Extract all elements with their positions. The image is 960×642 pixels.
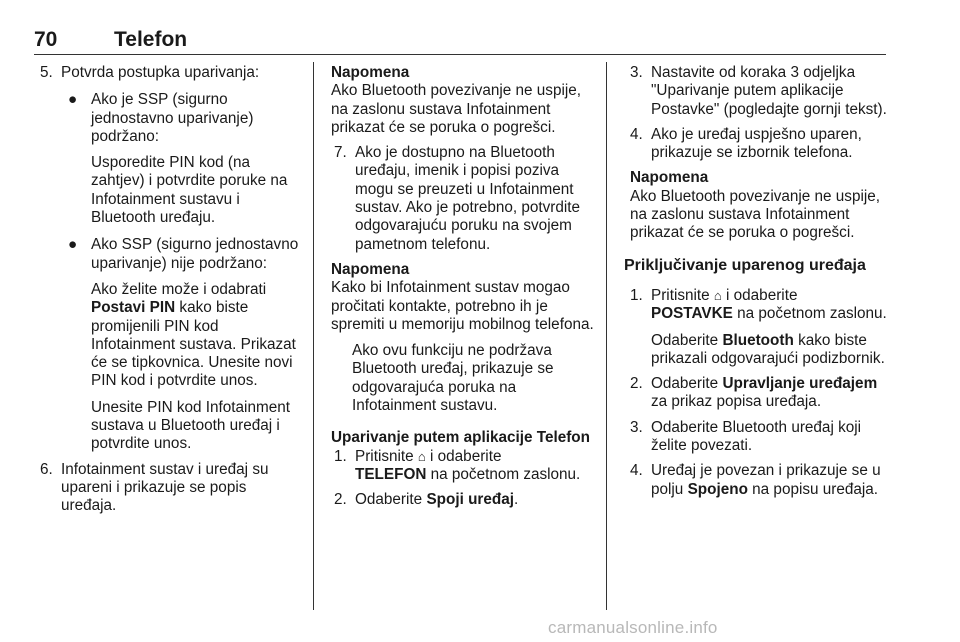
note-title: Napomena bbox=[331, 64, 410, 81]
home-icon: ⌂ bbox=[417, 448, 426, 464]
page-title: Telefon bbox=[114, 28, 188, 51]
home-icon: ⌂ bbox=[713, 287, 722, 303]
note-text: Ako Bluetooth povezivanje ne uspije, na zaslonu sustava Infotainment prikazat će se poruka o pogrešci. bbox=[630, 187, 881, 242]
note-text: Ako Bluetooth povezivanje ne uspije, na zaslonu sustava Infotainment prikazat će se poruka o pogrešci. bbox=[331, 82, 582, 136]
column-divider-1 bbox=[313, 62, 314, 610]
column-1 bbox=[40, 64, 302, 516]
column-divider-2 bbox=[606, 62, 607, 610]
step-6: 6. Infotainment sustav i uređaj su upareni i prikazuje se popis uređaja. bbox=[40, 460, 269, 515]
section-heading: Uparivanje putem aplikacije Telefon bbox=[331, 429, 590, 447]
connect-step-3: 3. Odaberite Bluetooth uređaj koji želite povezati. bbox=[630, 418, 862, 455]
page-header bbox=[34, 28, 886, 54]
page-number: 70 bbox=[34, 28, 58, 51]
connect-step-4: 4. Uređaj je povezan i prikazuje se u polju Spojeno na popisu uređaja. bbox=[630, 462, 881, 498]
bullet-ssp-supported: ● Ako je SSP (sigurno jednostavno uparivanje) podržano: bbox=[68, 91, 254, 145]
watermark: carmanualsonline.info bbox=[548, 618, 718, 637]
connect-step-2: 2. Odaberite Upravljanje uređajem za prikaz popisa uređaja. bbox=[630, 375, 878, 411]
connect-step-1-detail: Odaberite Bluetooth kako biste prikazali odgovarajući podizbornik. bbox=[651, 331, 885, 367]
header-rule bbox=[34, 54, 886, 55]
bullet-ssp-not-supported: ● Ako SSP (sigurno jednostavno uparivanje) nije podržano: bbox=[68, 236, 299, 272]
step-5: 5. Potvrda postupka uparivanja: bbox=[40, 64, 260, 81]
note-text: Kako bi Infotainment sustav mogao pročitati kontakte, potrebno ih je spremiti u memoriju mobilnog telefona. bbox=[331, 279, 594, 333]
bullet-ssp-not-supported-detail-2: Unesite PIN kod Infotainment sustava u Bluetooth uređaj i potvrdite unos. bbox=[91, 398, 290, 453]
phone-step-2: 2. Odaberite Spoji uređaj. bbox=[334, 491, 519, 509]
step-3: 3. Nastavite od koraka 3 odjeljka "Uparivanje putem aplikacije Postavke" (pogledajte gornji tekst). bbox=[630, 64, 887, 118]
column-2 bbox=[331, 64, 598, 510]
step-4: 4. Ako je uređaj uspješno uparen, prikazuje se izbornik telefona. bbox=[630, 125, 862, 162]
step-7: 7. Ako je dostupno na Bluetooth uređaju, imenik i popisi poziva mogu se preuzeti u Infotainment sustav. Ako je potrebno, potvrdite odgovarajuću poruku na svojem pametnom telefonu. bbox=[334, 144, 581, 253]
bullet-ssp-not-supported-detail: Ako želite može i odabrati Postavi PIN kako biste promijenili PIN kod Infotainment sustava. Prikazat će se tipkovnica. Unesite novi PIN kod i potvrdite unos. bbox=[91, 280, 296, 390]
section-heading: Priključivanje uparenog uređaja bbox=[624, 256, 866, 274]
bullet-icon: ● bbox=[68, 236, 78, 254]
column-3 bbox=[624, 64, 888, 499]
phone-step-1: 1. Pritisnite ⌂ i odaberite TELEFON na početnom zaslonu. bbox=[334, 447, 581, 483]
note-detail: Ako ovu funkciju ne podržava Bluetooth uređaj, prikazuje se odgovarajuća poruka na Infotainment sustavu. bbox=[352, 342, 554, 415]
bullet-ssp-supported-detail: Usporedite PIN kod (na zahtjev) i potvrdite poruke na Infotainment sustavu i Bluetooth uređaju. bbox=[91, 154, 288, 227]
bullet-icon: ● bbox=[68, 91, 78, 109]
note-title: Napomena bbox=[630, 169, 709, 187]
note-title: Napomena bbox=[331, 260, 410, 278]
connect-step-1: 1. Pritisnite ⌂ i odaberite POSTAVKE na početnom zaslonu. bbox=[630, 286, 887, 323]
